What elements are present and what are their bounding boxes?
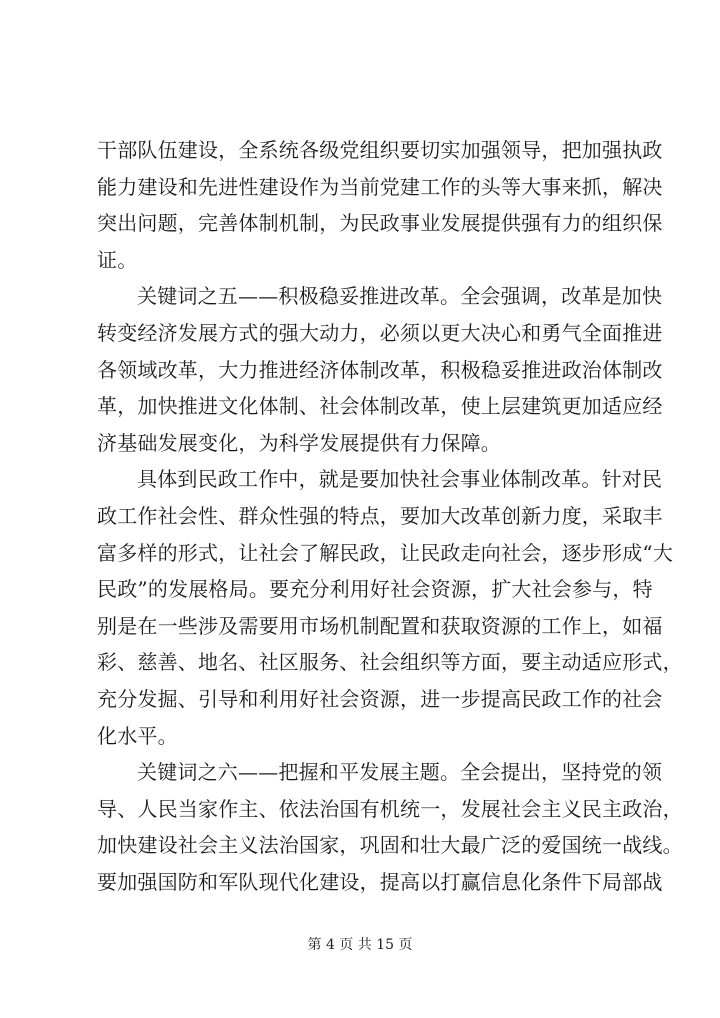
body-text xyxy=(97,132,683,900)
text-line: 干部队伍建设，全系统各级党组织要切实加强领导，把加强执政 xyxy=(97,138,663,162)
text-line: 关键词之五——积极稳妥推进改革。全会强调，改革是加快 xyxy=(137,284,663,309)
paragraph-4 xyxy=(97,754,683,900)
text-line: 充分发掘、引导和利用好社会资源，进一步提高民政工作的社会 xyxy=(97,686,663,711)
text-line: 别是在一些涉及需要用市场机制配置和获取资源的工作上，如福 xyxy=(97,613,663,638)
text-line: 转变经济发展方式的强大动力，必须以更大决心和勇气全面推进 xyxy=(97,320,663,345)
text-line: 突出问题，完善体制机制，为民政事业发展提供强有力的组织保 xyxy=(97,211,663,236)
paragraph-1 xyxy=(97,132,663,278)
text-line: 加快建设社会主义法治国家，巩固和壮大最广泛的爱国统一战线。 xyxy=(97,833,683,858)
text-line: 彩、慈善、地名、社区服务、社会组织等方面，要主动适应形式， xyxy=(97,650,683,675)
text-line: 关键词之六——把握和平发展主题。全会提出，坚持党的领 xyxy=(137,760,663,785)
page-footer xyxy=(0,935,720,955)
text-line: 证。 xyxy=(97,247,138,272)
text-line: 富多样的形式，让社会了解民政，让民政走向社会，逐步形成“大 xyxy=(97,540,674,565)
paragraph-2 xyxy=(97,278,663,461)
paragraph-3 xyxy=(97,461,683,754)
text-line: 能力建设和先进性建设作为当前党建工作的头等大事来抓，解决 xyxy=(97,174,663,199)
text-line: 各领域改革，大力推进经济体制改革，积极稳妥推进政治体制改 xyxy=(97,357,663,382)
text-line: 导、人民当家作主、依法治国有机统一，发展社会主义民主政治， xyxy=(97,796,683,821)
text-line: 济基础发展变化，为科学发展提供有力保障。 xyxy=(97,430,501,455)
text-line: 民政”的发展格局。要充分利用好社会资源，扩大社会参与，特 xyxy=(97,577,653,602)
text-line: 政工作社会性、群众性强的特点，要加大改革创新力度，采取丰 xyxy=(97,503,663,528)
text-line: 革，加快推进文化体制、社会体制改革，使上层建筑更加适应经 xyxy=(97,394,663,419)
text-line: 要加强国防和军队现代化建设，提高以打赢信息化条件下局部战 xyxy=(97,869,663,894)
page-number-label: 第 4 页 共 15 页 xyxy=(307,937,413,953)
text-line: 具体到民政工作中，就是要加快社会事业体制改革。针对民 xyxy=(137,467,663,492)
text-line: 化水平。 xyxy=(97,723,178,748)
